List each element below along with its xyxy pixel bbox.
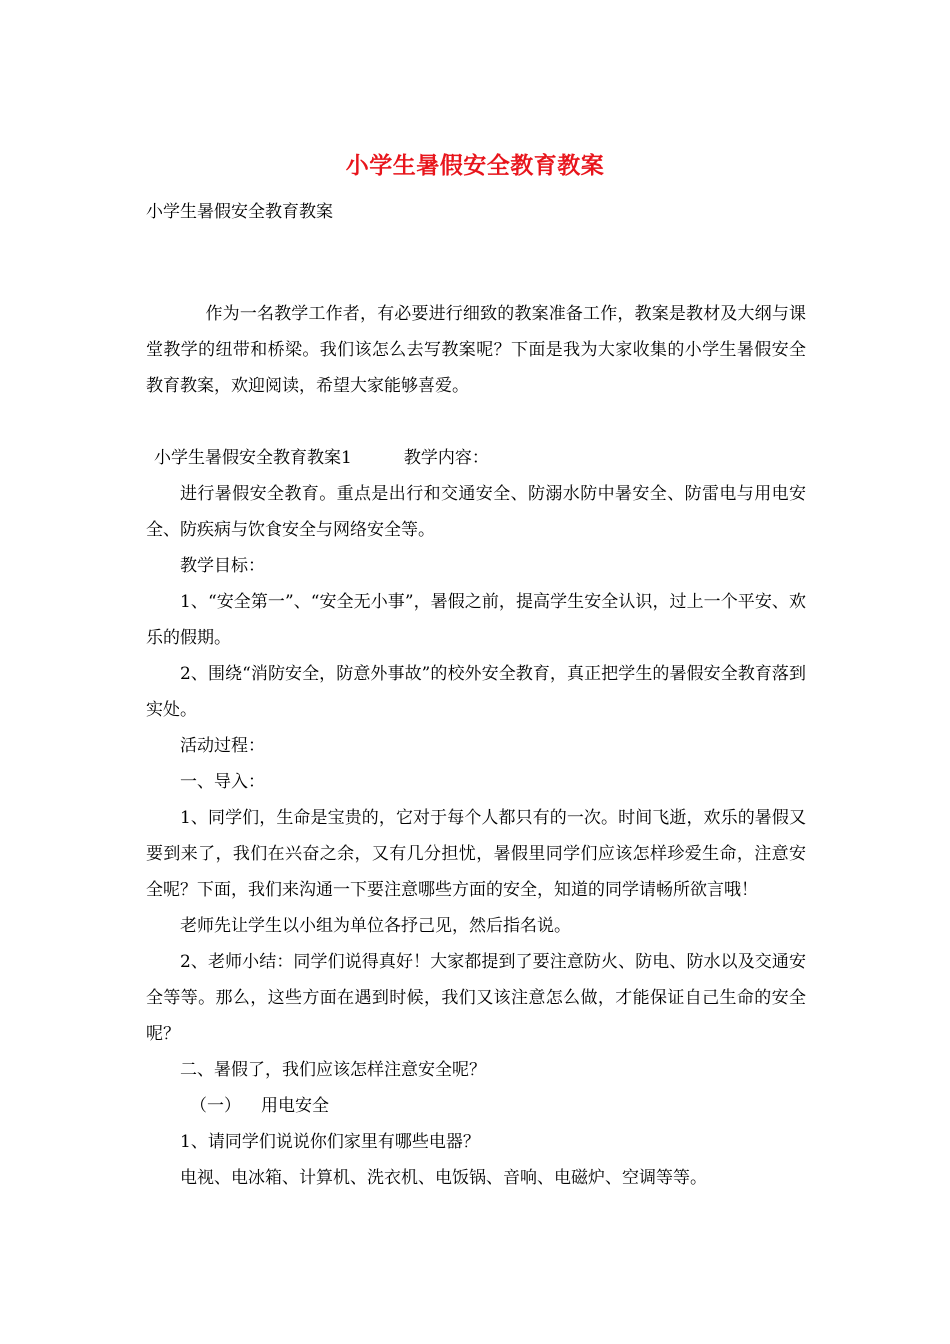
paragraph: 2、老师小结：同学们说得真好！大家都提到了要注意防火、防电、防水以及交通安全等等。那么，这些方面在遇到时候，我们又该注意怎么做，才能保证自己生命的安全呢？ [146,952,806,1044]
paragraph: 老师先让学生以小组为单位各抒己见，然后指名说。 [180,916,571,936]
subsection-title: 用电安全 [261,1096,329,1116]
document-title: 小学生暑假安全教育教案 [345,152,605,179]
paragraph: 教学目标： [180,556,265,576]
paragraph: 活动过程： [180,736,265,756]
paragraph-gap [146,404,806,440]
paragraph: 二、暑假了，我们应该怎样注意安全呢？ [180,1060,486,1080]
subsection-heading [146,1088,806,1124]
section-heading [146,440,806,476]
paragraph: 1、同学们，生命是宝贵的，它对于每个人都只有的一次。时间飞逝，欢乐的暑假又要到来了，我们在兴奋之余，又有几分担忧，暑假里同学们应该怎样珍爱生命，注意安全呢？下面，我们来沟通一下要注意哪些方面的安全，知道的同学请畅所欲言哦！ [146,808,806,900]
paragraph: 进行暑假安全教育。重点是出行和交通安全、防溺水防中暑安全、防雷电与用电安全、防疾病与饮食安全与网络安全等。 [146,484,806,540]
document-subtitle: 小学生暑假安全教育教案 [146,202,333,222]
question-line: 1、请同学们说说你们家里有哪些电器？ [180,1132,480,1152]
paragraph: 2、围绕“消防安全，防意外事故”的校外安全教育，真正把学生的暑假安全教育落到实处。 [146,664,806,720]
section-title: 小学生暑假安全教育教案1 [154,448,352,468]
paragraph: 1、“安全第一”、“安全无小事”，暑假之前，提高学生安全认识，过上一个平安、欢乐的假期。 [146,592,806,648]
answer-line: 电视、电冰箱、计算机、洗衣机、电饭锅、音响、电磁炉、空调等等。 [180,1168,707,1188]
section-label: 教学内容： [403,448,489,468]
document-body [146,296,806,1196]
intro-paragraph: 作为一名教学工作者，有必要进行细致的教案准备工作，教案是教材及大纲与课堂教学的纽带和桥梁。我们该怎么去写教案呢？下面是我为大家收集的小学生暑假安全教育教案，欢迎阅读，希望大家能够喜爱。 [146,304,806,396]
paragraph: 一、导入： [180,772,265,792]
subsection-number: （一） [190,1096,241,1116]
